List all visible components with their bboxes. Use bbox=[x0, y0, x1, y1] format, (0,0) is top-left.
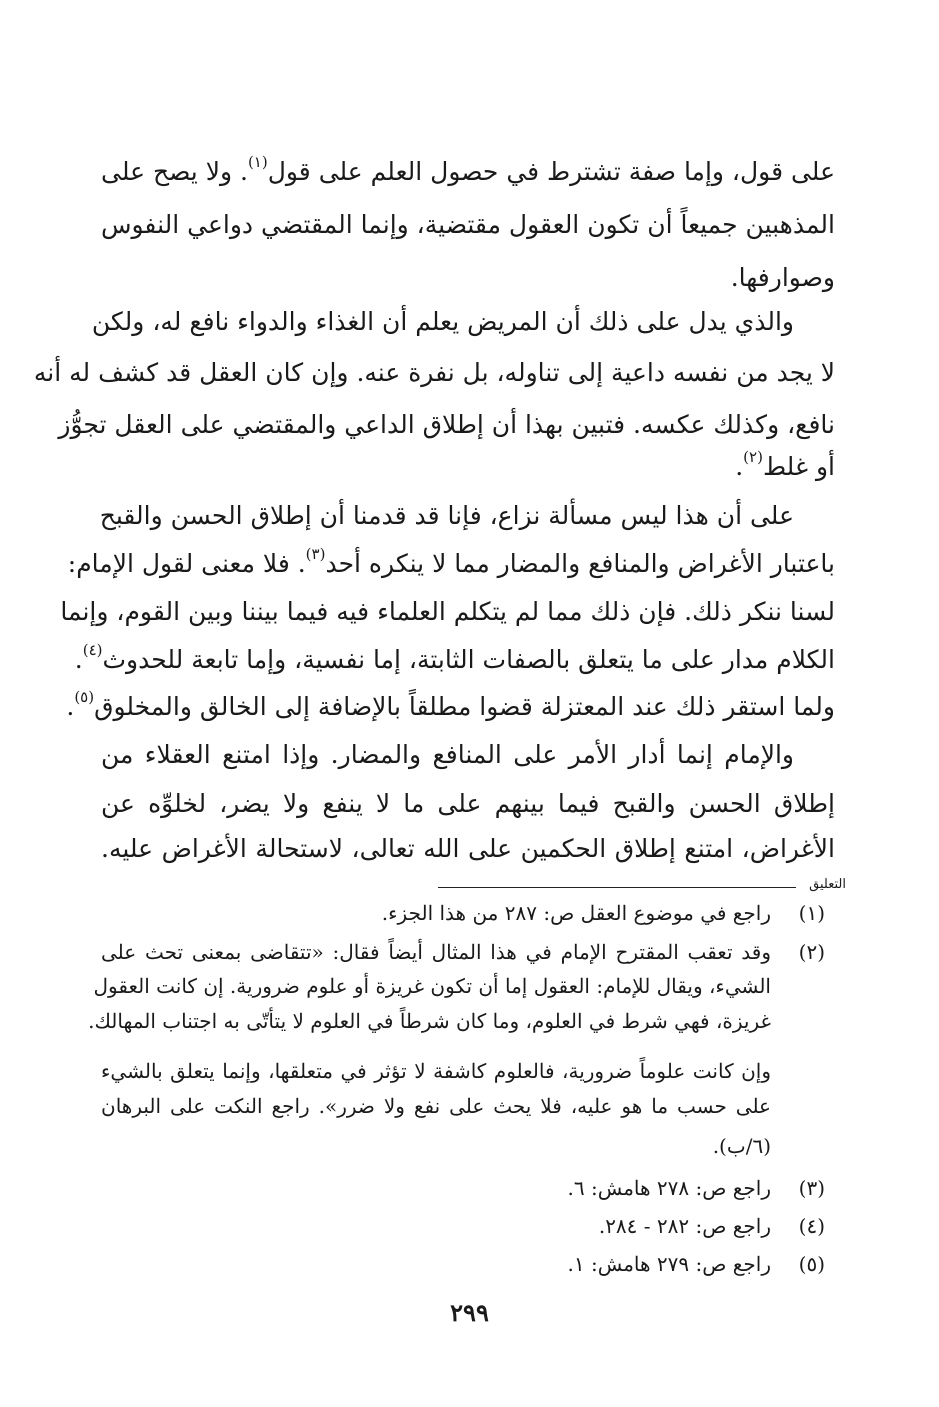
text-segment: باعتبار الأغراض والمنافع والمضار مما لا ينكره أحد bbox=[325, 549, 835, 578]
text-line: المذهبين جميعاً أن تكون العقول مقتضية، وإنما المقتضي دواعي النفوس bbox=[101, 210, 835, 239]
text-line bbox=[101, 447, 835, 487]
text-line: الأغراض، امتنع إطلاق الحكمين على الله تعالى، لاستحالة الأغراض عليه. bbox=[101, 834, 835, 863]
footnote-line: غريزة، فهي شرط في العلوم، وما كان شرطاً في العلوم لا يتأتّى به اجتناب المهالك. bbox=[88, 1009, 771, 1033]
text-segment: الكلام مدار على ما يتعلق بالصفات الثابتة، إما نفسية، وإما تابعة للحدوث bbox=[102, 645, 835, 674]
footnote-line: وإن كانت علوماً ضرورية، فالعلوم كاشفة لا تؤثر في متعلقها، وإنما يتعلق بالشيء bbox=[101, 1059, 771, 1083]
footnote-number: (٤) bbox=[798, 1214, 825, 1238]
text-line: لا يجد من نفسه داعية إلى تناوله، بل نفرة عنه. وإن كان العقل قد كشف له أنه bbox=[33, 358, 835, 387]
footnote-line: راجع في موضوع العقل ص: ٢٨٧ من هذا الجزء. bbox=[381, 901, 771, 925]
text-segment: ولما استقر ذلك عند المعتزلة قضوا مطلقاً بالإضافة إلى الخالق والمخلوق bbox=[94, 692, 835, 721]
text-line bbox=[67, 544, 835, 584]
footnote-label: التعليق bbox=[809, 877, 846, 892]
text-segment: أو غلط bbox=[762, 452, 835, 481]
footnote-line: الشيء، ويقال للإمام: العقول إما أن تكون غريزة أو علوم ضرورية. إن كانت العقول bbox=[93, 974, 771, 998]
text-line: والذي يدل على ذلك أن المريض يعلم أن الغذاء والدواء نافع له، ولكن bbox=[91, 307, 794, 336]
text-line: إطلاق الحسن والقبح فيما بينهم على ما لا ينفع ولا يضر، لخلوِّه عن bbox=[101, 789, 835, 818]
footnote-line: راجع ص: ٢٨٢ - ٢٨٤. bbox=[598, 1214, 771, 1238]
footnote-number: (٣) bbox=[798, 1176, 825, 1200]
text-segment: . bbox=[735, 452, 744, 481]
footnote-ref[interactable]: (٣) bbox=[305, 545, 326, 563]
footnote-number: (٥) bbox=[798, 1252, 825, 1276]
text-segment: على قول، وإما صفة تشترط في حصول العلم على قول bbox=[267, 157, 835, 186]
text-segment: . ولا يصح على bbox=[101, 157, 248, 186]
text-segment: . bbox=[66, 692, 75, 721]
footnote-line: (٦/ب). bbox=[712, 1134, 771, 1158]
text-line: وصوارفها. bbox=[730, 263, 835, 292]
footnote-ref[interactable]: (٤) bbox=[82, 641, 103, 659]
text-segment: . bbox=[74, 645, 83, 674]
footnote-number: (٢) bbox=[798, 940, 825, 964]
footnote-line: على حسب ما هو عليه، فلا يحث على نفع ولا ضرر». راجع النكت على البرهان bbox=[101, 1094, 771, 1118]
text-segment: . فلا معنى لقول الإمام: bbox=[67, 549, 306, 578]
text-line: على أن هذا ليس مسألة نزاع، فإنا قد قدمنا أن إطلاق الحسن والقبح bbox=[99, 501, 794, 530]
footnote-number: (١) bbox=[798, 901, 825, 925]
footnote-divider bbox=[438, 887, 796, 888]
footnote-line: وقد تعقب المقترح الإمام في هذا المثال أيضاً فقال: «تتقاضى بمعنى تحث على bbox=[101, 940, 771, 964]
text-line bbox=[101, 152, 835, 192]
footnote-line: راجع ص: ٢٧٨ هامش: ٦. bbox=[567, 1176, 771, 1200]
text-line: لسنا ننكر ذلك. فإن ذلك مما لم يتكلم العلماء فيه فيما بيننا وبين القوم، وإنما bbox=[60, 597, 835, 626]
footnote-line: راجع ص: ٢٧٩ هامش: ١. bbox=[567, 1252, 771, 1276]
text-line: والإمام إنما أدار الأمر على المنافع والمضار. وإذا امتنع العقلاء من bbox=[101, 740, 794, 769]
text-line: نافع، وكذلك عكسه. فتبين بهذا أن إطلاق الداعي والمقتضي على العقل تجوُّز bbox=[58, 410, 835, 439]
footnote-ref[interactable]: (١) bbox=[247, 153, 268, 171]
footnote-ref[interactable]: (٥) bbox=[74, 688, 95, 706]
page-number: ٢٩٩ bbox=[450, 1298, 489, 1327]
text-line bbox=[66, 687, 835, 727]
footnote-ref[interactable]: (٢) bbox=[743, 448, 763, 466]
text-line bbox=[74, 640, 835, 680]
